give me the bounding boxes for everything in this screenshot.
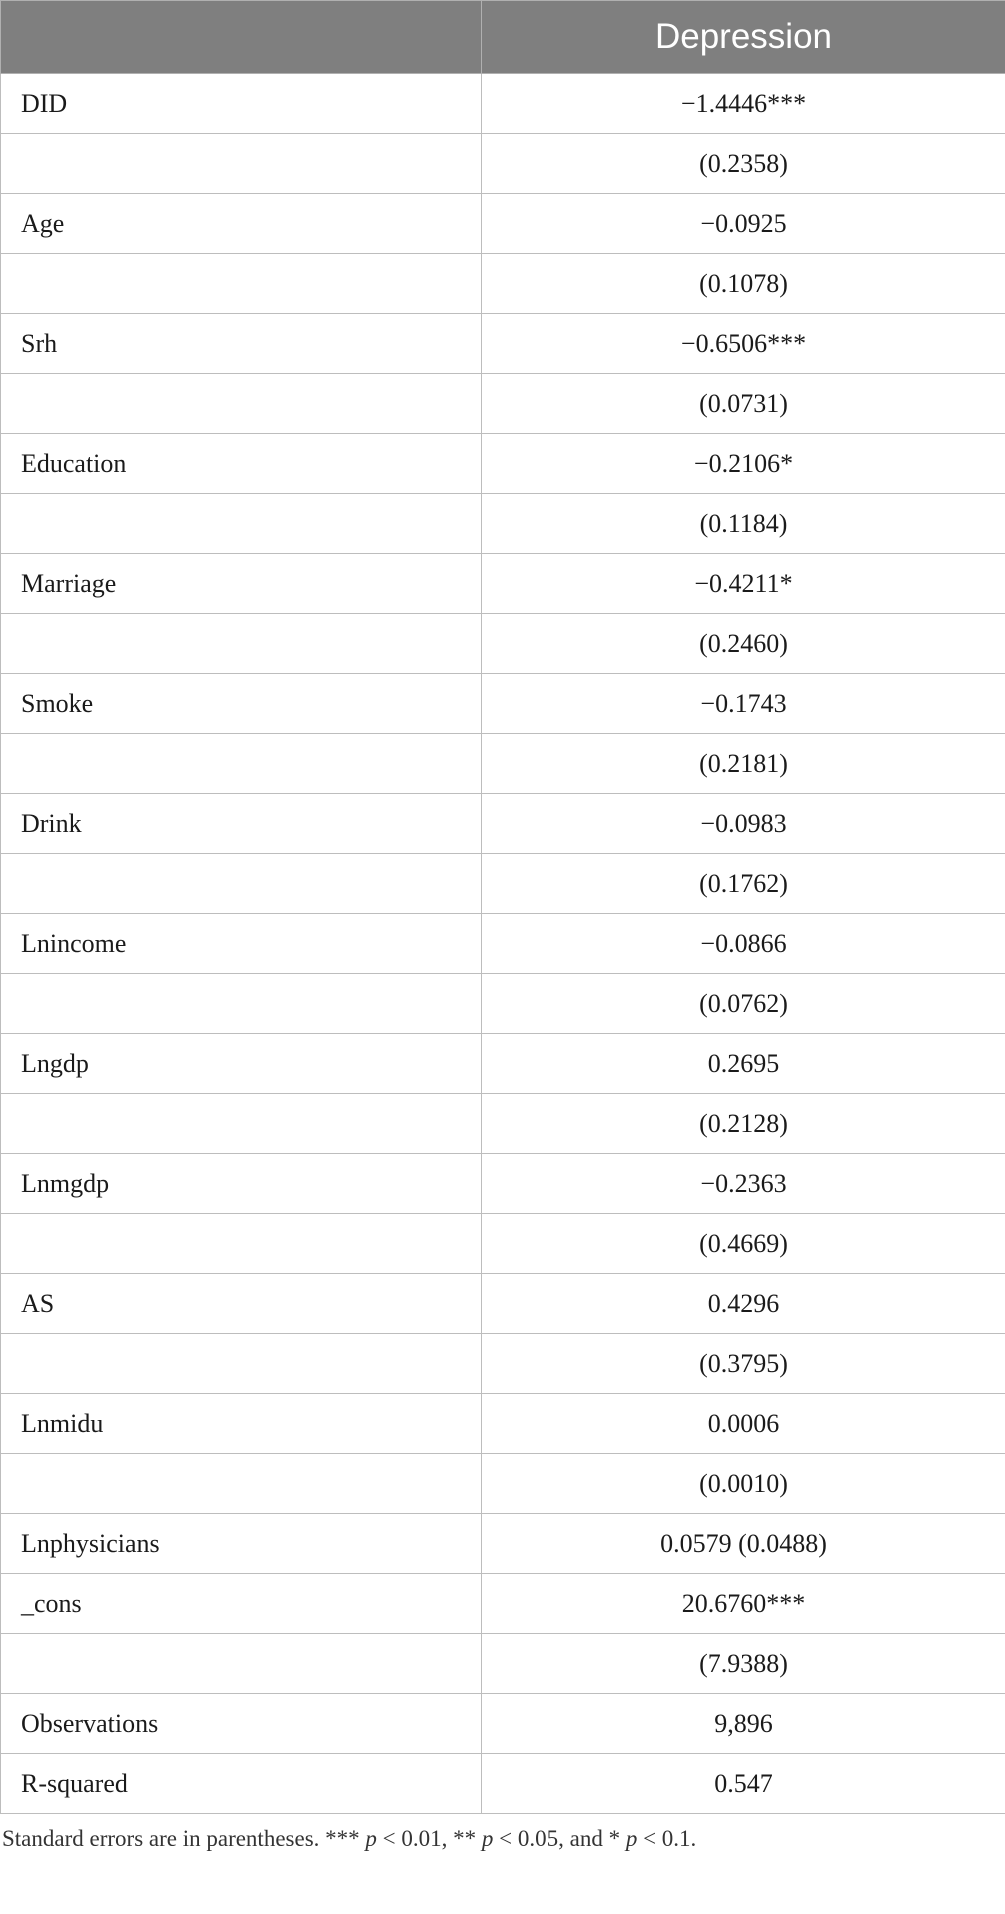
row-value: −0.4211* — [482, 554, 1005, 614]
table-row — [1, 734, 1005, 794]
row-value: (0.2460) — [482, 614, 1005, 674]
row-label: _cons — [1, 1574, 482, 1634]
row-value: 0.4296 — [482, 1274, 1005, 1334]
row-label — [1, 374, 482, 434]
row-value: 0.0579 (0.0488) — [482, 1514, 1005, 1574]
footnote-p2: p — [481, 1826, 494, 1851]
row-label — [1, 1334, 482, 1394]
header-label-cell — [1, 1, 482, 74]
table-row — [1, 314, 1005, 374]
table-row — [1, 1154, 1005, 1214]
row-label: Lnmidu — [1, 1394, 482, 1454]
row-value: −1.4446*** — [482, 74, 1005, 134]
table-row — [1, 134, 1005, 194]
row-label — [1, 1454, 482, 1514]
table-row — [1, 974, 1005, 1034]
table-row — [1, 674, 1005, 734]
row-value: −0.0925 — [482, 194, 1005, 254]
row-label: R-squared — [1, 1754, 482, 1814]
table-body — [1, 74, 1005, 1814]
header-row — [1, 1, 1005, 74]
table-row — [1, 1634, 1005, 1694]
table-row — [1, 194, 1005, 254]
row-label: Smoke — [1, 674, 482, 734]
row-label: DID — [1, 74, 482, 134]
row-value: (7.9388) — [482, 1634, 1005, 1694]
table-row — [1, 1334, 1005, 1394]
footnote-prefix: Standard errors are in parentheses. *** — [2, 1826, 366, 1851]
footnote-p3: p — [625, 1826, 638, 1851]
row-label — [1, 494, 482, 554]
header-depression: Depression — [482, 1, 1005, 74]
row-value: (0.1762) — [482, 854, 1005, 914]
row-label: AS — [1, 1274, 482, 1334]
table-row — [1, 554, 1005, 614]
row-value: 0.0006 — [482, 1394, 1005, 1454]
row-label — [1, 1214, 482, 1274]
table-row — [1, 74, 1005, 134]
row-value: (0.0762) — [482, 974, 1005, 1034]
table-row — [1, 854, 1005, 914]
table-row — [1, 1394, 1005, 1454]
row-label — [1, 1634, 482, 1694]
row-value: −0.0983 — [482, 794, 1005, 854]
row-value: 0.547 — [482, 1754, 1005, 1814]
row-value: (0.4669) — [482, 1214, 1005, 1274]
row-value: −0.6506*** — [482, 314, 1005, 374]
row-value: −0.2363 — [482, 1154, 1005, 1214]
row-label: Age — [1, 194, 482, 254]
table-row — [1, 1754, 1005, 1814]
table-row — [1, 1094, 1005, 1154]
table-row — [1, 1454, 1005, 1514]
row-label: Drink — [1, 794, 482, 854]
row-label: Education — [1, 434, 482, 494]
row-value: (0.0731) — [482, 374, 1005, 434]
table-row — [1, 494, 1005, 554]
row-label: Srh — [1, 314, 482, 374]
row-value: (0.1078) — [482, 254, 1005, 314]
row-value: −0.1743 — [482, 674, 1005, 734]
row-value: 9,896 — [482, 1694, 1005, 1754]
table-header — [1, 1, 1005, 74]
footnote-p1: p — [365, 1826, 377, 1851]
table-row — [1, 1694, 1005, 1754]
footnote-t2: < 0.05, and * — [493, 1826, 626, 1851]
row-label — [1, 1094, 482, 1154]
row-value: (0.1184) — [482, 494, 1005, 554]
table-row — [1, 614, 1005, 674]
row-value: (0.3795) — [482, 1334, 1005, 1394]
footnote-t1: < 0.01, ** — [376, 1826, 482, 1851]
table-row — [1, 374, 1005, 434]
row-value: −0.2106* — [482, 434, 1005, 494]
table-row — [1, 1574, 1005, 1634]
row-label: Marriage — [1, 554, 482, 614]
row-label: Lnincome — [1, 914, 482, 974]
row-label — [1, 734, 482, 794]
row-value: (0.2128) — [482, 1094, 1005, 1154]
row-label — [1, 614, 482, 674]
table-row — [1, 434, 1005, 494]
row-label: Lnphysicians — [1, 1514, 482, 1574]
row-label — [1, 974, 482, 1034]
table-row — [1, 914, 1005, 974]
table-row — [1, 1214, 1005, 1274]
table-row — [1, 794, 1005, 854]
row-value: 0.2695 — [482, 1034, 1005, 1094]
row-label: Lngdp — [1, 1034, 482, 1094]
row-label — [1, 254, 482, 314]
table-row — [1, 1034, 1005, 1094]
row-value: −0.0866 — [482, 914, 1005, 974]
table-row — [1, 254, 1005, 314]
row-label — [1, 854, 482, 914]
table-row — [1, 1274, 1005, 1334]
row-label — [1, 134, 482, 194]
row-value: (0.0010) — [482, 1454, 1005, 1514]
table-row — [1, 1514, 1005, 1574]
row-value: (0.2181) — [482, 734, 1005, 794]
row-label: Observations — [1, 1694, 482, 1754]
row-value: (0.2358) — [482, 134, 1005, 194]
row-label: Lnmgdp — [1, 1154, 482, 1214]
table-footnote — [0, 1826, 1005, 1852]
footnote-t3: < 0.1. — [637, 1826, 697, 1851]
row-value: 20.6760*** — [482, 1574, 1005, 1634]
